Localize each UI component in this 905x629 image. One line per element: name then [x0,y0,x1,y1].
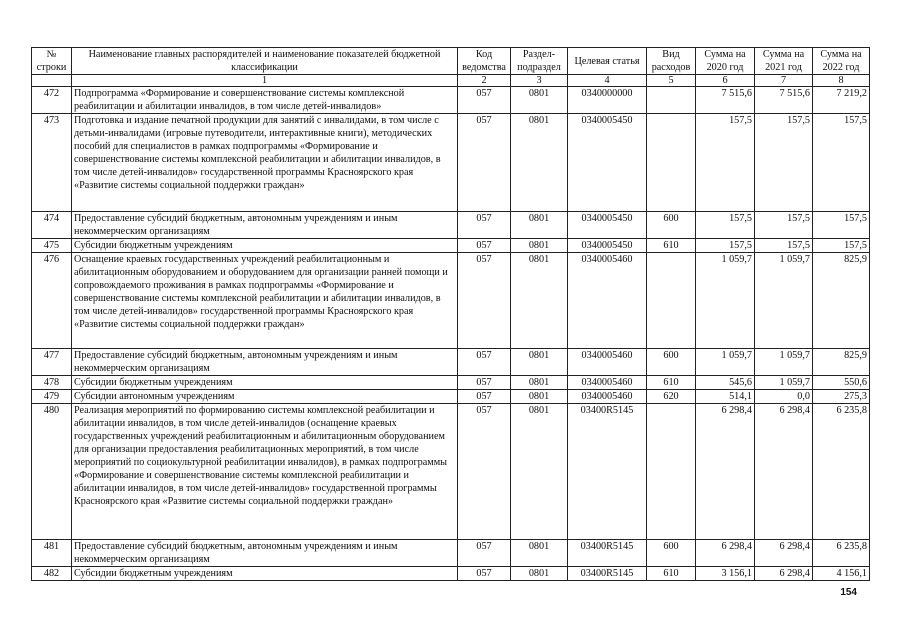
row-name: Подготовка и издание печатной продукции для занятий с инвалидами, в том числе с детьми-инвалидами (игровые путеводители, интерактивные книги), методических пособий для специалистов в рамках подпрограммы «Формирование и совершенствование системы комплексной реабилитации и абилитации инвалидов, в том числе детей-инвалидов» государственной программы Красноярского края «Развитие системы социальной поддержки граждан» [72,114,458,212]
row-name: Реализация мероприятий по формированию системы комплексной реабилитации и абилитации инвалидов, в том числе детей-инвалидов (оснащение краевых государственных учреждений реабилитационным и абилитационным оборудованием для организации предоставления реабилитационных мероприятий, в том числе мероприятий по социокультурной реабилитации инвалидов), в рамках подпрограммы «Формирование и совершенствование системы комплексной реабилитации и абилитации инвалидов, в том числе детей-инвалидов» государственной программы Красноярского края «Развитие системы социальной поддержки граждан» [72,404,458,540]
row-amount-2020: 3 156,1 [696,567,755,581]
row-amount-2021: 157,5 [755,239,813,253]
row-number: 475 [32,239,72,253]
colnum: 6 [696,75,755,87]
row-section: 0801 [511,253,568,349]
col-header-no: № строки [32,48,72,75]
row-dept-code: 057 [458,253,511,349]
row-amount-2020: 514,1 [696,390,755,404]
row-amount-2022: 825,9 [813,253,870,349]
row-target: 03400R5145 [568,404,647,540]
row-expense-type [647,404,696,540]
table-row [32,114,870,212]
row-amount-2021: 157,5 [755,212,813,239]
row-dept-code: 057 [458,390,511,404]
col-header-name: Наименование главных распорядителей и наименование показателей бюджетной классификации [72,48,458,75]
row-section: 0801 [511,390,568,404]
row-amount-2020: 1 059,7 [696,349,755,376]
row-name: Субсидии бюджетным учреждениям [72,239,458,253]
col-header-type: Вид расходов [647,48,696,75]
colnum: 3 [511,75,568,87]
col-header-2022: Сумма на 2022 год [813,48,870,75]
row-amount-2021: 6 298,4 [755,540,813,567]
row-name: Предоставление субсидий бюджетным, автономным учреждениям и иным некоммерческим организациям [72,212,458,239]
row-amount-2021: 7 515,6 [755,87,813,114]
row-dept-code: 057 [458,114,511,212]
row-number: 476 [32,253,72,349]
row-expense-type [647,253,696,349]
row-expense-type: 610 [647,567,696,581]
row-amount-2020: 6 298,4 [696,540,755,567]
row-amount-2021: 1 059,7 [755,376,813,390]
header-row [32,48,870,75]
row-dept-code: 057 [458,540,511,567]
row-amount-2022: 157,5 [813,114,870,212]
row-section: 0801 [511,87,568,114]
row-amount-2020: 7 515,6 [696,87,755,114]
row-amount-2021: 157,5 [755,114,813,212]
row-number: 477 [32,349,72,376]
colnum: 8 [813,75,870,87]
row-amount-2020: 157,5 [696,114,755,212]
row-amount-2022: 6 235,8 [813,404,870,540]
col-header-2021: Сумма на 2021 год [755,48,813,75]
colnum [32,75,72,87]
row-number: 481 [32,540,72,567]
col-header-dept: Код ведомства [458,48,511,75]
col-header-target: Целевая статья [568,48,647,75]
row-target: 0340005450 [568,114,647,212]
row-amount-2022: 157,5 [813,239,870,253]
row-amount-2021: 6 298,4 [755,404,813,540]
row-section: 0801 [511,349,568,376]
row-number: 478 [32,376,72,390]
table-row [32,390,870,404]
row-amount-2020: 1 059,7 [696,253,755,349]
row-amount-2022: 157,5 [813,212,870,239]
row-section: 0801 [511,114,568,212]
table-row [32,87,870,114]
table-row [32,540,870,567]
row-expense-type [647,114,696,212]
row-target: 0340005460 [568,349,647,376]
row-expense-type: 610 [647,376,696,390]
row-section: 0801 [511,567,568,581]
row-number: 473 [32,114,72,212]
row-name: Подпрограмма «Формирование и совершенствование системы комплексной реабилитации и абилитации инвалидов, в том числе детей-инвалидов» [72,87,458,114]
row-amount-2021: 0,0 [755,390,813,404]
row-name: Субсидии бюджетным учреждениям [72,376,458,390]
row-dept-code: 057 [458,376,511,390]
row-amount-2022: 825,9 [813,349,870,376]
table-row [32,349,870,376]
row-target: 0340005460 [568,390,647,404]
page-number: 154 [840,587,857,598]
row-amount-2022: 550,6 [813,376,870,390]
row-amount-2020: 157,5 [696,212,755,239]
row-amount-2021: 6 298,4 [755,567,813,581]
row-number: 474 [32,212,72,239]
colnum: 5 [647,75,696,87]
row-number: 482 [32,567,72,581]
row-amount-2022: 4 156,1 [813,567,870,581]
row-name: Предоставление субсидий бюджетным, автономным учреждениям и иным некоммерческим организациям [72,540,458,567]
colnum: 1 [72,75,458,87]
row-dept-code: 057 [458,349,511,376]
table-row [32,567,870,581]
row-name: Субсидии бюджетным учреждениям [72,567,458,581]
row-target: 0340000000 [568,87,647,114]
row-amount-2022: 6 235,8 [813,540,870,567]
row-expense-type: 610 [647,239,696,253]
colnum: 4 [568,75,647,87]
row-expense-type [647,87,696,114]
row-section: 0801 [511,404,568,540]
row-target: 0340005450 [568,239,647,253]
row-number: 472 [32,87,72,114]
row-number: 479 [32,390,72,404]
row-target: 0340005450 [568,212,647,239]
budget-table [31,47,870,581]
table-row [32,212,870,239]
row-section: 0801 [511,540,568,567]
row-amount-2020: 545,6 [696,376,755,390]
table-row [32,404,870,540]
row-section: 0801 [511,212,568,239]
row-name: Предоставление субсидий бюджетным, автономным учреждениям и иным некоммерческим организациям [72,349,458,376]
row-target: 0340005460 [568,253,647,349]
row-amount-2020: 157,5 [696,239,755,253]
table-row [32,376,870,390]
row-number: 480 [32,404,72,540]
row-amount-2021: 1 059,7 [755,349,813,376]
table-row [32,239,870,253]
row-dept-code: 057 [458,212,511,239]
row-target: 0340005460 [568,376,647,390]
colnum: 2 [458,75,511,87]
row-amount-2020: 6 298,4 [696,404,755,540]
row-section: 0801 [511,239,568,253]
row-expense-type: 600 [647,349,696,376]
row-amount-2022: 7 219,2 [813,87,870,114]
row-expense-type: 620 [647,390,696,404]
row-amount-2022: 275,3 [813,390,870,404]
row-expense-type: 600 [647,212,696,239]
row-dept-code: 057 [458,567,511,581]
col-header-2020: Сумма на 2020 год [696,48,755,75]
row-expense-type: 600 [647,540,696,567]
row-dept-code: 057 [458,239,511,253]
row-target: 03400R5145 [568,567,647,581]
colnum: 7 [755,75,813,87]
column-number-row [32,75,870,87]
row-dept-code: 057 [458,87,511,114]
row-dept-code: 057 [458,404,511,540]
col-header-section: Раздел-подраздел [511,48,568,75]
row-name: Оснащение краевых государственных учреждений реабилитационным и абилитационным оборудованием и оборудованием для организации ранней помощи и сопровождаемого проживания в рамках подпрограммы «Формирование и совершенствование системы комплексной реабилитации и абилитации инвалидов, в том числе детей-инвалидов» государственной программы Красноярского края «Развитие системы социальной поддержки граждан» [72,253,458,349]
row-amount-2021: 1 059,7 [755,253,813,349]
row-name: Субсидии автономным учреждениям [72,390,458,404]
row-section: 0801 [511,376,568,390]
table-row [32,253,870,349]
row-target: 03400R5145 [568,540,647,567]
